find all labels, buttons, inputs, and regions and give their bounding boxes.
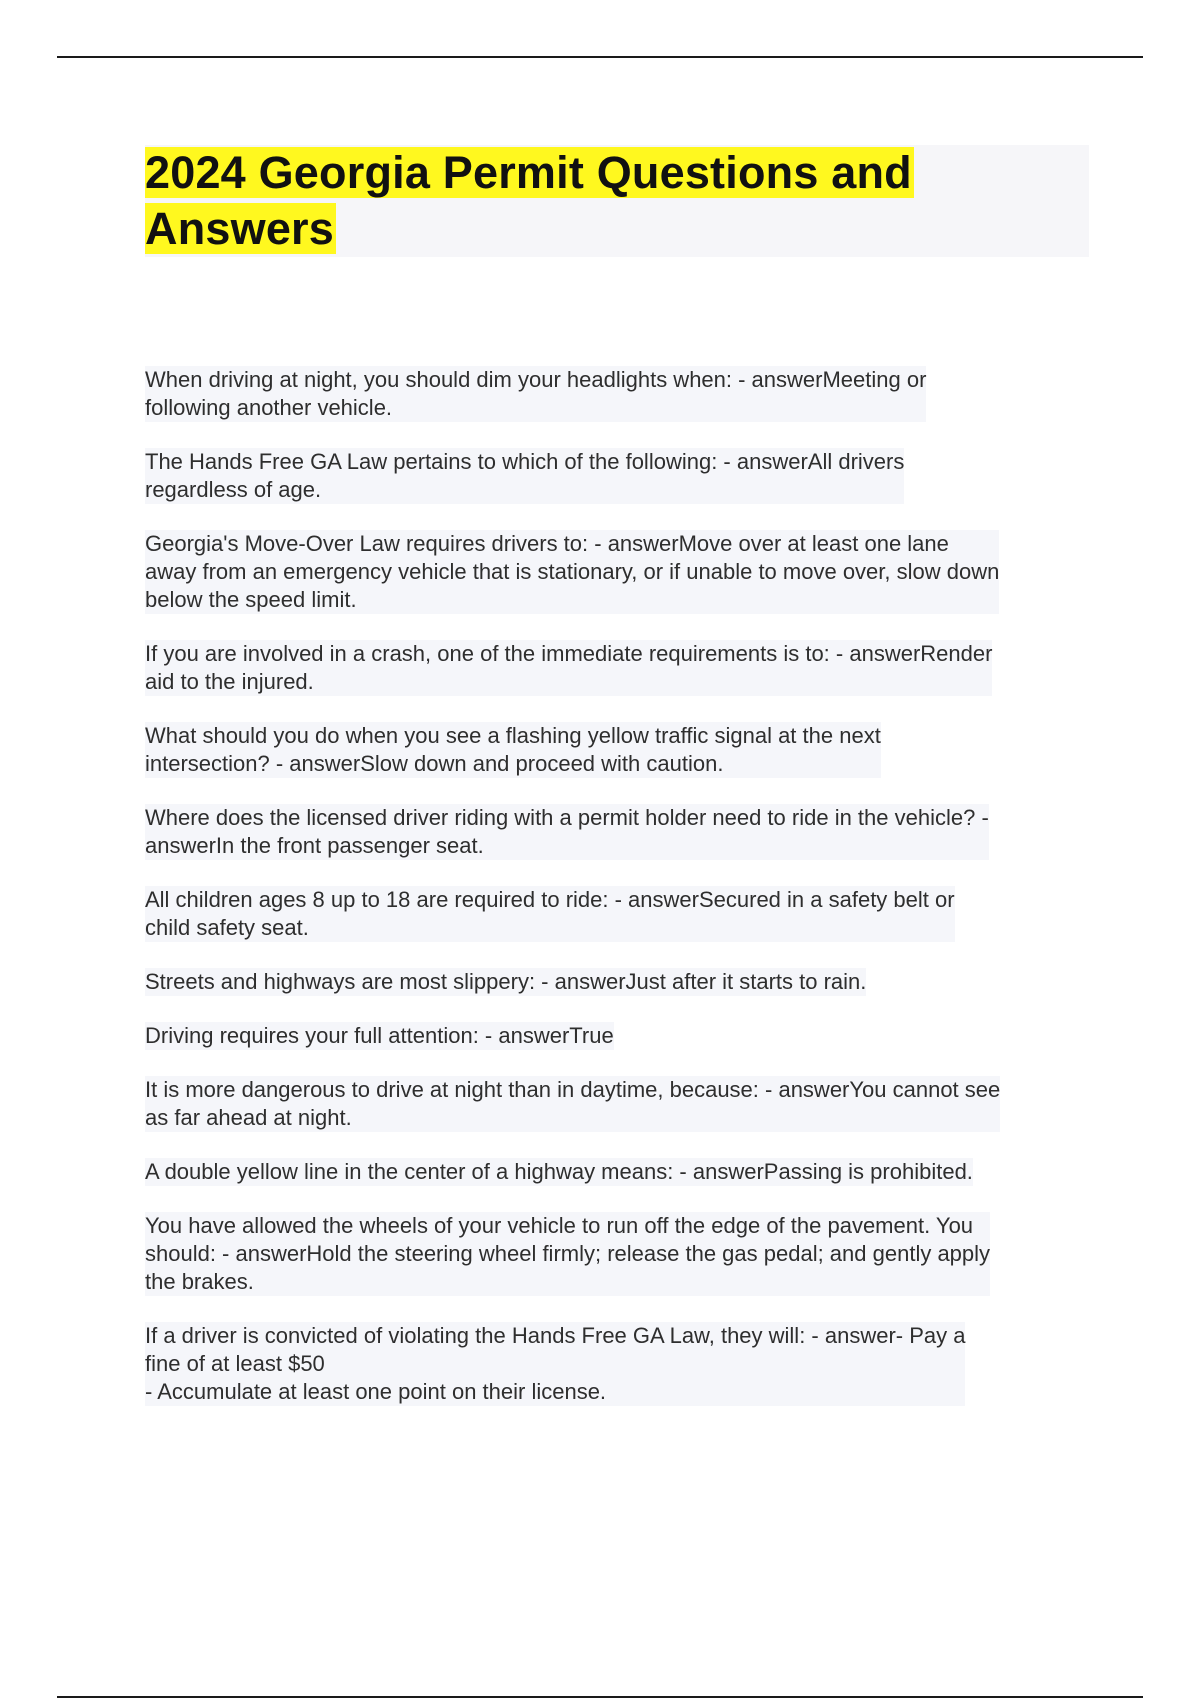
qa-item: Streets and highways are most slippery: - answerJust after it starts to rain. [145, 969, 867, 994]
qa-item: It is more dangerous to drive at night than in daytime, because: - answerYou cannot see as far ahead at night. [145, 1077, 1001, 1130]
qa-item: You have allowed the wheels of your vehicle to run off the edge of the pavement. You should: - answerHold the steering wheel firmly; release the gas pedal; and gently apply the brakes. [145, 1213, 991, 1294]
qa-item: If a driver is convicted of violating the Hands Free GA Law, they will: - answer- Pay a fine of at least $50 - Accumulate at least one point on their license. [145, 1323, 966, 1404]
qa-item: Driving requires your full attention: - answerTrue [145, 1023, 614, 1048]
top-rule [57, 56, 1143, 58]
title-block [145, 145, 1089, 257]
page-title [145, 145, 1089, 257]
qa-list [145, 366, 1095, 1432]
title-line-1: 2024 Georgia Permit Questions and [145, 147, 912, 198]
qa-item: Georgia's Move-Over Law requires drivers to: - answerMove over at least one lane away from an emergency vehicle that is stationary, or if unable to move over, slow down below the speed limit. [145, 531, 1000, 612]
qa-item: All children ages 8 up to 18 are required to ride: - answerSecured in a safety belt or child safety seat. [145, 887, 955, 940]
qa-item: When driving at night, you should dim your headlights when: - answerMeeting or following another vehicle. [145, 367, 927, 420]
qa-item: A double yellow line in the center of a highway means: - answerPassing is prohibited. [145, 1159, 973, 1184]
qa-item: The Hands Free GA Law pertains to which of the following: - answerAll drivers regardless of age. [145, 449, 905, 502]
qa-item: Where does the licensed driver riding with a permit holder need to ride in the vehicle? - answerIn the front passenger seat. [145, 805, 989, 858]
qa-item: If you are involved in a crash, one of the immediate requirements is to: - answerRender aid to the injured. [145, 641, 993, 694]
qa-item: What should you do when you see a flashing yellow traffic signal at the next intersection? - answerSlow down and proceed with caution. [145, 723, 881, 776]
title-line-2: Answers [145, 203, 334, 254]
bottom-rule [57, 1696, 1143, 1698]
